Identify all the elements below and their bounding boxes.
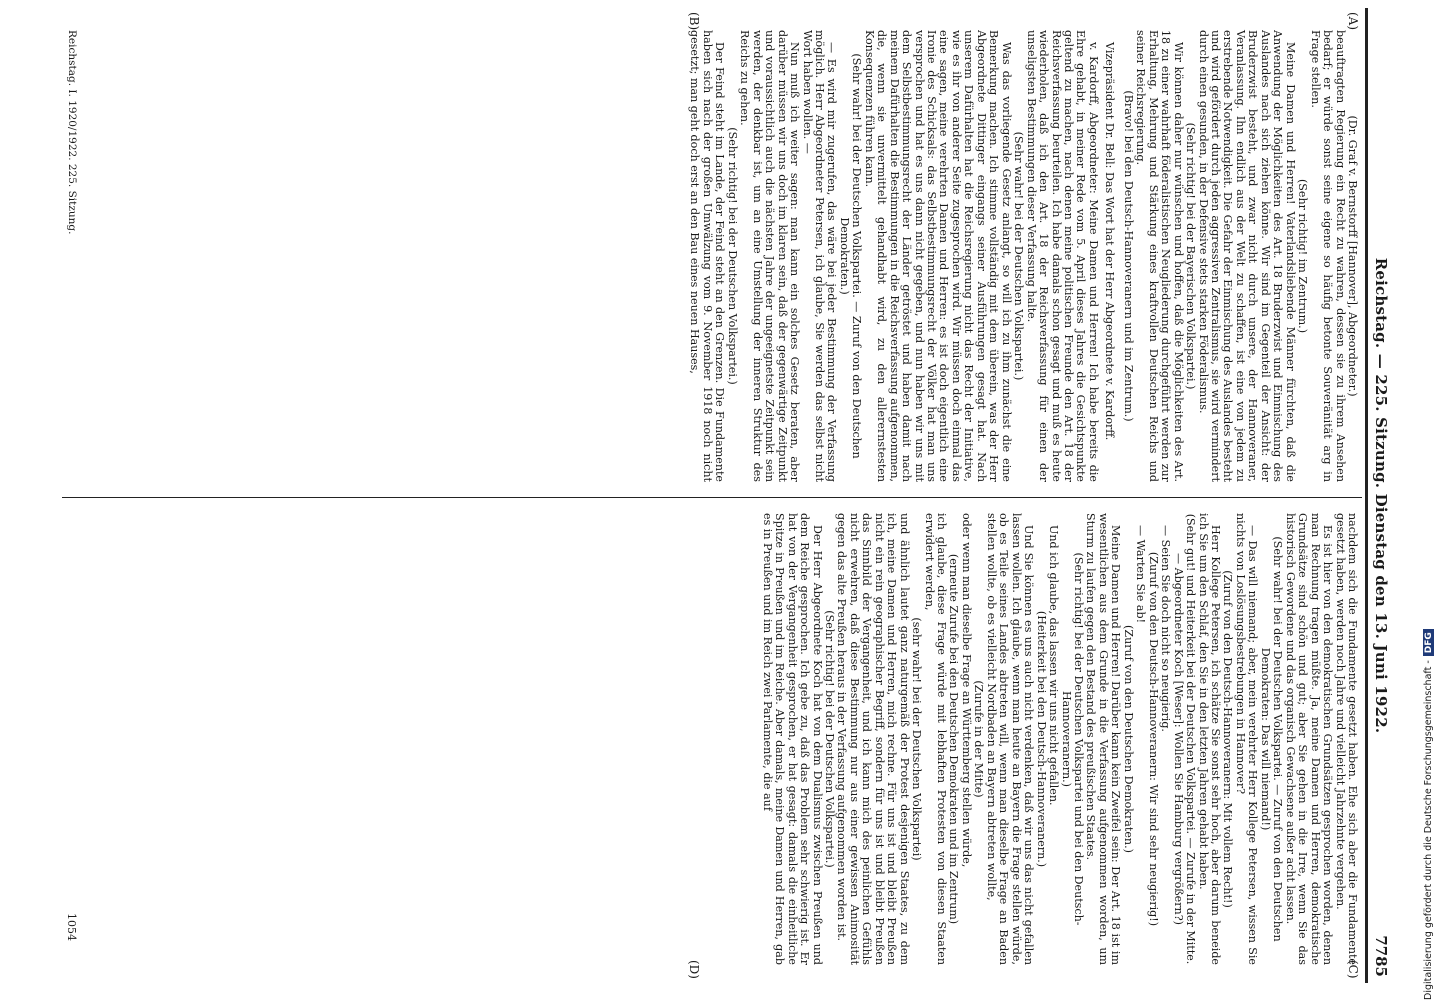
paragraph: Und Sie können es uns auch nicht verdenken, daß wir uns das nicht gefallen lassen wollen. Ich glaube, wenn man heute an Bayern die Frage stellen würde, ob es Teile seines Landes abtreten will, wenn man dieselbe Frage an Baden stellen wollte, ob es vielleicht Nordbaden an Bayern abtreten wollte, — [984, 513, 1036, 965]
interjection: (Bravo! bei den Deutsch-Hannoveranern und im Zentrum.) — [1121, 90, 1135, 422]
interjection: (Sehr gut! und Heiterkeit bei der Deutschen Volkspartei. — Zurufe in der Mitte. — Abgeordneter Koch [Weser]: Wollen Sie Hamburg vergrößern?) — [1171, 513, 1198, 965]
margin-marker-b: (B) — [687, 12, 701, 31]
paragraph: Der Feind steht im Lande, der Feind steht an den Grenzen. Die Fundamente haben sich nach der großen Umwälzung vom 9. November 1918 noch nicht gesetzt; man geht doch erst an den Bau eines neuen Hauses, — [688, 30, 727, 482]
paragraph: Herr Kollege Petersen, ich schätze Sie sonst sehr hoch, aber darum beneide ich Sie um den Schlaf, den Sie in den letzten Jahren gehabt haben. — [1196, 513, 1223, 965]
paragraph-vice-president: Vizepräsident Dr. Bell: Das Wort hat der Herr Abgeordnete v. Kardorff. — [1103, 42, 1117, 441]
paragraph: Meine Damen und Herren! Darüber kann kein Zweifel sein: Der Art. 18 ist im wesentlichen aus dem Grunde in die Verfassung aufgenommen worden, um Sturm zu laufen gegen den Bestand des preußischen Staates. — [1084, 513, 1123, 965]
paragraph: Nun muß ich weiter sagen: man kann ein solches Gesetz beraten, aber darüber müssen wir uns doch im klaren sein, daß der gegenwärtige Zeitpunkt und voraussichtlich auch die nächsten Jahre der ungeeignetste Zeitpunkt sein werden, der denkbar ist, um an eine Umstellung der inneren Struktur des Reichs zu gehen. — [738, 30, 802, 482]
paragraph: Und ich glaube, das lassen wir uns nicht gefallen. — [1047, 525, 1061, 806]
interjection: (Sehr richtig! bei der Deutschen Volkspartei.) — [725, 127, 739, 385]
interjection: (Sehr richtig! bei der Bayerischen Volkspartei.) — [1184, 122, 1198, 390]
column-divider — [62, 497, 1362, 498]
dfg-logo: DFG — [1423, 629, 1434, 656]
paragraph: — Es wird mir zugerufen, das wäre bei jeder Bestimmung der Verfassung möglich. Herr Abgeordneter Petersen, ich glaube, Sie werden das selbst nicht Wort haben wollen. — — [800, 30, 839, 482]
paragraph: beauftragten Regierung ein Recht zu wahren, dessen sie zu ihrem Ansehen bedarf; er würde sonst seine eigene so häufig betonte Souveränität arg in Frage stellen. — [1308, 30, 1347, 482]
paragraph: — Das will niemand; aber, mein verehrter Herr Kollege Petersen, wissen Sie nichts von Loslösungsbestrebungen in Hannover? — [1233, 513, 1260, 965]
paragraph: Meine Damen und Herren! Vaterlandsliebende Männer fürchten, daß die Anwendung der Möglichkeiten des Art. 18 Bruderzwist und Einmischung des Auslandes nach sich ziehen könne. Wir sind im Gegenteil der Ansicht: der Bruderzwist besteht, und zwar nicht durch unsere, der Hannoveraner, Veranlassung. Ihn endlich aus der Welt zu schaffen, ist eine von jedem zu erstrebende Notwendigkeit. Die Gefahr der Einmischung des Auslandes besteht und wird gefördert durch jeden aggressiven Zentralismus, sie wird vermindert durch einen gesunden, in der Defensive stets starken Föderalismus. — [1196, 30, 1297, 482]
paragraph: und ähnlich lautet ganz naturgemäß der Protest desjenigen Staates, zu dem ich, meine Damen und Herren, mich rechne. Für uns ist und bleibt Preußen nicht ein rein geographischer Begriff, sondern für uns ist und bleibt Preußen das Sinnbild der Vergangenheit, und ich kann mich des peinlichen Gefühls nicht erwehren, daß diese Bestimmung nur aus einer gewissen Animosität gegen das alte Preußen heraus in der Verfassung aufgenommen worden ist. — [835, 513, 911, 965]
interjection: (Sehr richtig! bei der Deutschen Volkspartei.) — [822, 610, 836, 868]
speaker-head: (Dr. Graf v. Bernstorff [Hannover], Abgeordneter.) — [1346, 115, 1359, 397]
interjection: (Zurufe in der Mitte) — [972, 680, 986, 798]
paragraph-speaker-kardorff: v. Kardorff, Abgeordneter: Meine Damen und Herren! Ich habe bereits die Ehre gehabt, in meiner Rede vom 5. April dieses Jahres die Gesichtspunkte geltend zu machen, nach denen meine politischen Freunde den Art. 18 der Reichsverfassung beurteilen. Ich habe damals schon gesagt und muß es heute wiederholen, daß ich den Art. 18 der Reichsverfassung für einen der unseligsten Bestimmungen dieser Verfassung halte. — [1024, 30, 1100, 482]
header-rule — [1365, 8, 1366, 983]
paragraph: — Warten Sie ab! — [1134, 525, 1148, 624]
interjection: (Zuruf von den Deutschen Demokraten.) — [1121, 625, 1135, 853]
margin-marker-c: (C) — [1346, 960, 1360, 979]
paragraph: Wir können daher nur wünschen und hoffen, daß die Möglichkeiten des Art. 18 zu einer wahrhaft föderalistischen Neugliederung durchgeführt werden zur Erhaltung, Mehrung und Stärkung eines kraftvollen Deutschen Reichs und seiner Reichsregierung. — [1134, 30, 1185, 482]
interjection: (sehr wahr! bei der Deutschen Volkspartei) — [910, 617, 924, 861]
header-page-number: 7785 — [1372, 935, 1390, 977]
interjection: (Sehr richtig! im Zentrum.) — [1296, 178, 1310, 334]
margin-marker-d: (D) — [687, 960, 701, 979]
paragraph: — Seien Sie doch nicht so neugierig. — [1159, 525, 1173, 732]
interjection: (Zuruf von den Deutsch-Hannoveranern: Mit vollem Recht!) — [1221, 570, 1235, 908]
interjection: (Sehr wahr! bei der Deutschen Volkspartei. — Zuruf von den Deutschen Demokraten.) — [837, 53, 864, 459]
paragraph: Es ist hier von den demokratischen Grundsätzen gesprochen worden, denen man Rechnung tragen müßte. Ja, meine Damen und Herren, demokratische Grundsätze sind schön und gut; aber Sie gehen in die Irre, wenn Sie das historisch Gewordene und das organisch Gewachsene außer acht lassen. — [1283, 513, 1335, 965]
paragraph: nachdem sich die Fundamente gesetzt haben. Ehe sich aber die Fundamente gesetzt haben, werden noch Jahre und vielleicht Jahrzehnte vergehen. — [1333, 513, 1359, 965]
interjection: (Sehr wahr! bei der Deutschen Volkspartei.) — [1012, 131, 1026, 381]
header-title: Reichstag. — 225. Sitzung. Dienstag den 13. Juni 1922. — [1372, 257, 1390, 734]
paragraph: ich glaube, diese Frage würde mit lebhaften Protesten von diesen Staaten erwidert werden, — [922, 513, 949, 965]
paragraph: oder wenn man dieselbe Frage an Württemberg stellen würde, — [959, 513, 973, 868]
paragraph: Der Herr Abgeordnete Koch hat von dem Dualismus zwischen Preußen und dem Reiche gesprochen. Ich gebe zu, daß das Problem sehr schwierig ist. Er hat von der Vergangenheit gesprochen, er hat gesagt: damals die einheitliche Spitze in Preußen und im Reiche. Aber damals, meine Damen und Herren, gab es in Preußen und im Reich zwei Parlamente, die auf — [760, 513, 824, 965]
right-column — [760, 513, 1358, 965]
margin-marker-a: (A) — [1346, 12, 1360, 31]
left-column — [688, 30, 1358, 482]
rotated-page-content — [41, 8, 1396, 983]
interjection: (Sehr wahr! bei der Deutschen Volkspartei. — Zuruf von den Deutschen Demokraten: Das will niemand!) — [1258, 536, 1285, 942]
interjection: (Sehr richtig! bei der Deutschen Volkspartei und bei den Deutsch-Hannoveranern.) — [1059, 552, 1086, 926]
interjection: (Heiterkeit bei den Deutsch-Hannoveranern.) — [1034, 610, 1048, 868]
footer-source: Reichstag. I. 1920/1922. 225. Sitzung. — [66, 30, 78, 235]
interjection: (Zuruf von den Deutsch-Hannoveranern: Wir sind sehr neugierig!) — [1146, 551, 1160, 927]
paragraph: Was das vorliegende Gesetz anlangt, so will ich zu ihm zunächst die eine Bemerkung machen. Ich stimme vollständig mit dem überein, was der Herr Abgeordnete Dittinger eingangs seiner Ausführungen gesagt hat. Nach unserem Dafürhalten hat die Reichsregierung nicht das Recht der Initiative, wie es ihr von anderer Seite zugesprochen wird. Wir müssen doch einmal das eine sagen, meine verehrten Damen und Herren: es ist doch eigentlich eine Ironie des Schicksals: das Selbstbestimmungsrecht der Völker hat man uns versprochen und hat es uns dann nicht gegeben, und nun haben wir uns mit dem Selbstbestimmungsrecht der Länder getröstet und haben damit nach meinem Dafürhalten die Bestimmungen in die Reichsverfassung aufgenommen, die, wenn sie unvermittelt gehandhabt wird, zu den allerernstesten Konsequenzen führen kann. — [862, 30, 1013, 482]
interjection: (erneute Zurufe bei den Deutschen Demokraten und im Zentrum) — [947, 553, 961, 925]
digitization-credit — [1422, 5, 1434, 1000]
credit-text: Digitalisierung gefördert durch die Deutsche Forschungsgemeinschaft - — [1423, 660, 1434, 1000]
footer-sheet-number: 1054 — [65, 913, 78, 941]
page-header — [1366, 8, 1396, 983]
